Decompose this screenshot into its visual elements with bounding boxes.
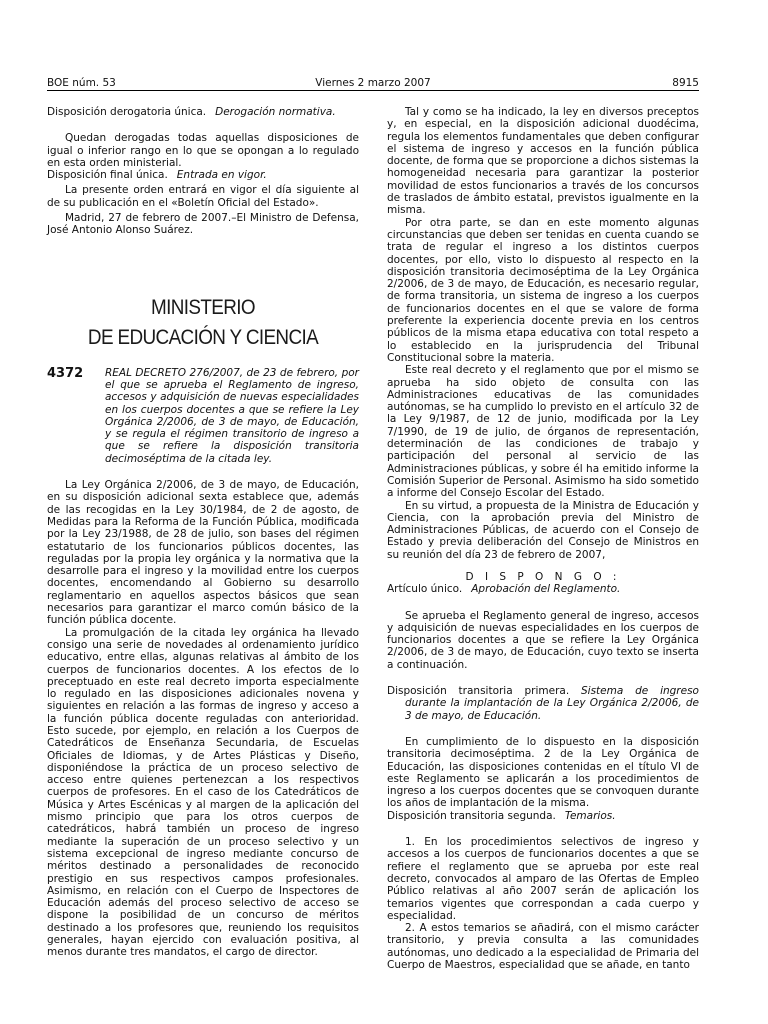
ministry-title-line2: DE EDUCACIÓN Y CIENCIA <box>87 325 319 349</box>
ministry-title-line1: MINISTERIO <box>151 295 255 319</box>
paragraph: Tal y como se ha indicado, la ley en diversos preceptos y, en especial, en la disposición adicional duodécima, regula los elementos fundamentales que deben configurar el sistema de ingreso y accesos en la función pública docente, de forma que se proporcione a dichos sistemas la homogeneidad necesaria para garantizar la posterior movilidad de estos funcionarios a través de los concursos de traslados de ámbito estatal, previstos igualmente en la misma. <box>387 106 699 217</box>
page-number: 8915 <box>672 77 699 89</box>
publication-date: Viernes 2 marzo 2007 <box>315 77 431 89</box>
transitional-1-title: Sistema de ingreso durante la implantación de la Ley Orgánica 2/2006, de 3 de mayo, de Educación. <box>405 685 699 722</box>
article-heading <box>387 583 699 595</box>
derogation-text: Quedan derogadas todas aquellas disposiciones de igual o inferior rango en lo que se opongan a lo regulado en esta orden ministerial. <box>47 132 359 169</box>
transitional-2-heading <box>387 810 699 822</box>
transitional-1-label: Disposición transitoria primera. <box>387 685 570 698</box>
transitional-1-heading <box>387 685 699 722</box>
left-column <box>47 106 359 959</box>
right-column <box>387 106 699 971</box>
transitional-2-label: Disposición transitoria segunda. <box>387 809 556 822</box>
paragraph: Este real decreto y el reglamento que por el mismo se aprueba ha sido objeto de consulta con las Administraciones educativas de las comunidades autónomas, se ha cumplido lo previsto en el artículo 32 de la Ley 9/1987, de 12 de junio, modificada por la Ley 7/1990, de 19 de julio, de órganos de representación, determinación de las condiciones de trabajo y participación del personal al servicio de las Administraciones públicas, y sobre él ha emitido informe la Comisión Superior de Personal. Asimismo ha sido sometido a informe del Consejo Escolar del Estado. <box>387 364 699 500</box>
derogation-label: Disposición derogatoria única. <box>47 106 207 118</box>
decree-block <box>47 367 359 465</box>
final-provision-label: Disposición final única. <box>47 169 168 182</box>
decree-number: 4372 <box>47 365 84 381</box>
final-provision-heading <box>47 169 359 181</box>
article-label: Artículo único. <box>387 583 463 596</box>
transitional-1-text: En cumplimiento de lo dispuesto en la disposición transitoria decimoséptima. 2 de la Ley Orgánica de Educación, las disposiciones contenidas en el título VI de este Reglamento se aplicarán a los procedimientos de ingreso a los cuerpos docentes que se convoquen durante los años de implantación de la misma. <box>387 735 699 810</box>
paragraph: Por otra parte, se dan en este momento algunas circunstancias que deben ser tenidas en cuenta cuando se trata de regular el ingreso a los distintos cuerpos docentes, por ello, visto lo dispuesto al respecto en la disposición transitoria decimoséptima de la Ley Orgánica 2/2006, de 3 de mayo, de Educación, es necesario regular, de forma transitoria, un sistema de ingreso a los cuerpos de funcionarios docentes en el que se valore de forma preferente la experiencia docente previa en los centros públicos de la misma etapa educativa con total respeto a lo establecido en la jurisprudencia del Tribunal Constitucional sobre la materia. <box>387 216 699 364</box>
transitional-2-title: Temarios. <box>564 809 616 822</box>
ministry-title <box>63 293 344 353</box>
header-divider <box>47 90 699 91</box>
paragraph: En su virtud, a propuesta de la Ministra de Educación y Ciencia, con la aprobación previa del Ministro de Administraciones Públicas, de acuerdo con el Consejo de Estado y previa deliberación del Consejo de Ministros en su reunión del día 23 de febrero de 2007, <box>387 499 699 561</box>
final-provision-text: La presente orden entrará en vigor el día siguiente al de su publicación en el «Boletín Oficial del Estado». <box>47 184 359 209</box>
paragraph: La promulgación de la citada ley orgánica ha llevado consigo una serie de novedades al ordenamiento jurídico educativo, entre ellas, algunas relativas al ámbito de los cuerpos de funcionarios docentes. A los efectos de lo preceptuado en este real decreto importa especialmente lo regulado en las disposiciones adicionales novena y siguientes en relación a las formas de ingreso y acceso a la función pública docente reguladas con anterioridad. Esto sucede, por ejemplo, en relación a los Cuerpos de Catedráticos de Enseñanza Secundaria, de Escuelas Oficiales de Idiomas, y de Artes Plásticas y Diseño, disponiéndose la práctica de un proceso selectivo de acceso entre quienes pertenezcan a los respectivos cuerpos de profesores. En el caso de los Catedráticos de Música y Artes Escénicas y al margen de la aplicación del mismo principio que para los otros cuerpos de catedráticos, habrá también un proceso de ingreso mediante la superación de un proceso selectivo y un sistema excepcional de ingreso mediante concurso de méritos destinado a personalidades de reconocido prestigio en sus respectivos campos profesionales. Asimismo, en relación con el Cuerpo de Inspectores de Educación además del proceso selectivo de acceso se dispone la posibilidad de un concurso de méritos destinado a los profesores que, reuniendo los requisitos generales, hayan ejercido con evaluación positiva, al menos durante tres mandatos, el cargo de director. <box>47 626 359 959</box>
bulletin-number: BOE núm. 53 <box>47 77 116 89</box>
transitional-2-paragraph-1: 1. En los procedimientos selectivos de ingreso y accesos a los cuerpos de funcionarios docentes a que se refiere el reglamento que se aprueba por este real decreto, convocados al amparo de las Ofertas de Empleo Público relativas al año 2007 serán de aplicación los temarios vigentes que correspondan a cada cuerpo y especialidad. <box>387 836 699 922</box>
paragraph: La Ley Orgánica 2/2006, de 3 de mayo, de Educación, en su disposición adicional sexta establece que, además de las recogidas en la Ley 30/1984, de 2 de agosto, de Medidas para la Reforma de la Función Pública, modificada por la Ley 23/1988, de 28 de julio, son bases del régimen estatutario de los funcionarios públicos docentes, las reguladas por la propia ley orgánica y la normativa que la desarrolle para el ingreso y la movilidad entre los cuerpos docentes, encomendando al Gobierno su desarrollo reglamentario en aquellos aspectos básicos que sean necesarios para garantizar el marco común básico de la función pública docente. <box>47 479 359 627</box>
derogation-heading <box>47 106 359 118</box>
decree-title: REAL DECRETO 276/2007, de 23 de febrero, por el que se aprueba el Reglamento de ingreso, accesos y adquisición de nuevas especialidades en los cuerpos docentes a que se refiere la Ley Orgánica 2/2006, de 3 de mayo, de Educación, y se regula el régimen transitorio de ingreso a que se refiere la disposición transitoria decimoséptima de la citada ley. <box>105 366 359 465</box>
derogation-title: Derogación normativa. <box>215 106 336 118</box>
page-header <box>47 77 699 91</box>
dispongo-heading: D I S P O N G O : <box>465 570 621 583</box>
transitional-2-paragraph-2: 2. A estos temarios se añadirá, con el mismo carácter transitorio, y previa consulta a las comunidades autónomas, uno dedicado a la especialidad de Primaria del Cuerpo de Maestros, especialidad que se añade, en tanto <box>387 922 699 971</box>
final-provision-title: Entrada en vigor. <box>176 169 267 182</box>
article-title: Aprobación del Reglamento. <box>471 583 621 596</box>
article-text: Se aprueba el Reglamento general de ingreso, accesos y adquisición de nuevas especialidades en los cuerpos de funcionarios docentes a que se refiere la Ley Orgánica 2/2006, de 3 de mayo, de Educación, cuyo texto se inserta a continuación. <box>387 609 699 671</box>
signature: Madrid, 27 de febrero de 2007.–El Ministro de Defensa, José Antonio Alonso Suárez. <box>47 212 359 237</box>
